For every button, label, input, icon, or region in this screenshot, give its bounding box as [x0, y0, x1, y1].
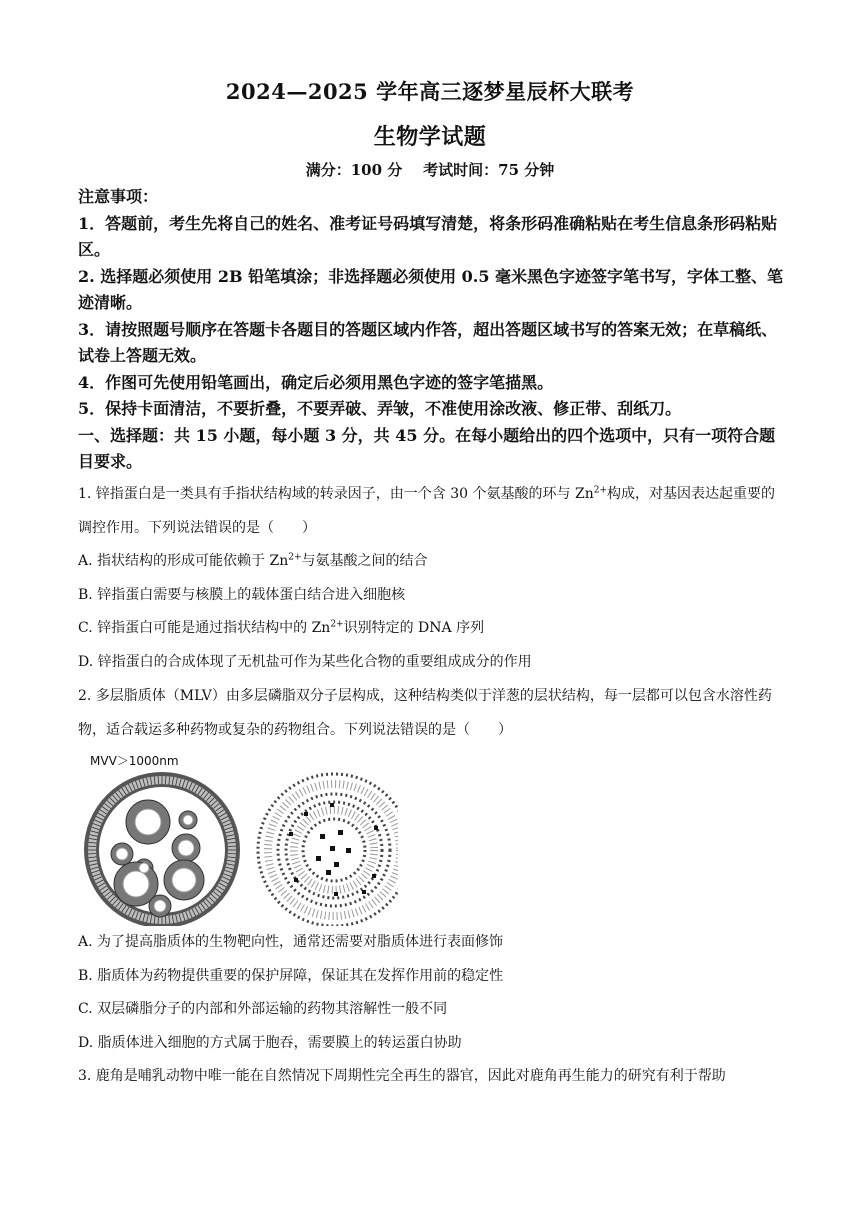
question-3-stem: 3. 鹿角是哺乳动物中唯一能在自然情况下周期性完全再生的器官，因此对鹿角再生能力的研究有利于帮助 — [78, 1068, 726, 1085]
question-2-option-d: D. 脂质体进入细胞的方式属于胞吞，需要膜上的转运蛋白协助 — [78, 1034, 462, 1051]
question-1-option-a: A. 指状结构的形成可能依赖于 $Zn^{2+}$与氨基酸之间的结合 — [78, 552, 428, 570]
question-1-option-d: D. 锌指蛋白的合成体现了无机盐可作为某些化合物的重要组成成分的作用 — [78, 653, 532, 670]
liposome-diagram — [258, 774, 398, 926]
liposome-figure — [78, 750, 398, 926]
exam-title: 2024—2025 学年高三逐梦星辰杯大联考 — [225, 79, 635, 104]
note-item: 4．作图可先使用铅笔画出，确定后必须用黑色字迹的签字笔描黑。 — [78, 372, 554, 392]
question-1 — [78, 478, 788, 680]
question-1-option-b: B. 锌指蛋白需要与核膜上的载体蛋白结合进入细胞核 — [78, 586, 406, 603]
question-2-option-a: A. 为了提高脂质体的生物靶向性，通常还需要对脂质体进行表面修饰 — [78, 934, 504, 950]
question-2-option-c: C. 双层磷脂分子的内部和外部运输的药物其溶解性一般不同 — [78, 1001, 448, 1018]
section-heading: 一、选择题：共 15 小题，每小题 3 分，共 45 分。在每小题给出的四个选项中，只有一项符合题目要求。 — [78, 425, 776, 471]
question-2-option-b: B. 脂质体为药物提供重要的保护屏障，保证其在发挥作用前的稳定性 — [78, 967, 504, 984]
note-item: 3．请按照题号顺序在答题卡各题目的答题区域内作答，超出答题区域书写的答案无效；在草稿纸、试卷上答题无效。 — [78, 319, 778, 365]
mlv-diagram — [84, 772, 240, 926]
note-item: 1．答题前，考生先将自己的姓名、准考证号码填写清楚，将条形码准确粘贴在考生信息条形码粘贴区。 — [78, 213, 778, 259]
exam-meta: 满分：100 分 考试时间：75 分钟 — [305, 161, 555, 179]
notes-heading: 注意事项： — [78, 187, 159, 206]
note-item: 5．保持卡面清洁，不要折叠，不要弄破、弄皱，不准使用涂改液、修正带、刮纸刀。 — [78, 399, 682, 418]
notes-section — [78, 184, 788, 476]
note-item: 2. 选择题必须使用 2B 铅笔填涂；非选择题必须使用 0.5 毫米黑色字迹签字笔书写，字体工整、笔迹清晰。 — [78, 266, 784, 312]
question-1-option-c: C. 锌指蛋白可能是通过指状结构中的 $Zn^{2+}$识别特定的 DNA 序列 — [78, 619, 485, 637]
subject-title: 生物学试题 — [373, 124, 487, 150]
question-2-options — [78, 926, 788, 1094]
question-2-stem: 2. 多层脂质体（MLV）由多层磷脂双分子层构成，这种结构类似于洋葱的层状结构，每一层都可以包含水溶性药物，适合载运多种药物或复杂的药物组合。下列说法错误的是（ ） — [78, 688, 772, 738]
figure-label: MVV＞1000nm — [90, 754, 179, 768]
question-1-stem: 1. 锌指蛋白是一类具有手指状结构域的转录因子，由一个含 30 个氨基酸的环与 $Zn^{2+}$构成，对基因表达起重要的调控作用。下列说法错误的是（ ） — [78, 485, 775, 536]
